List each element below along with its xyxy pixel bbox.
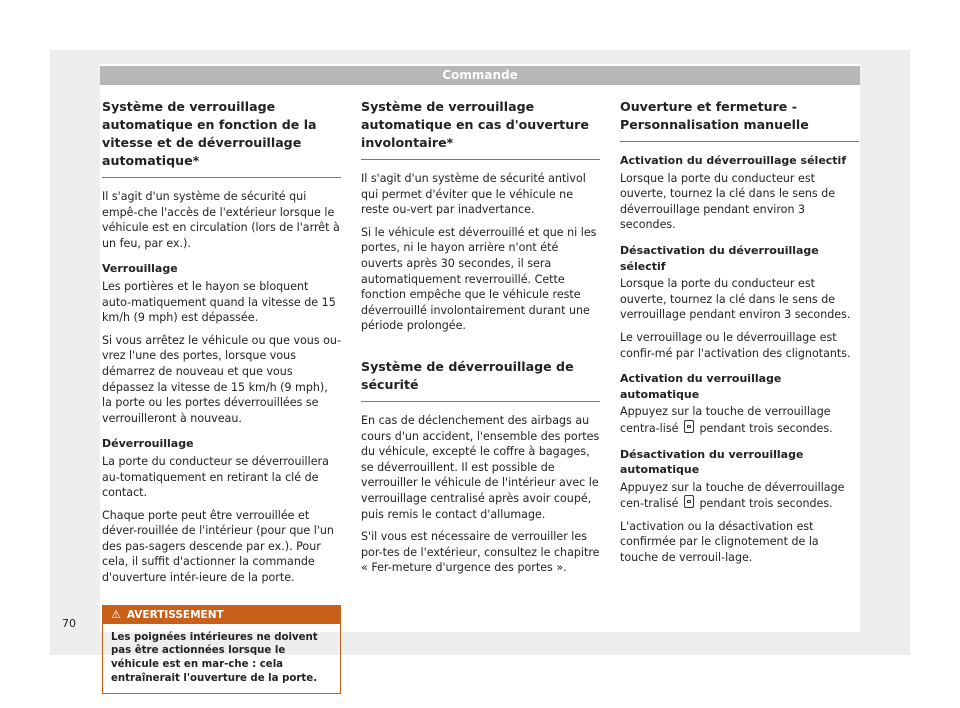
chapter-header: Commande [100, 66, 860, 85]
paragraph: La porte du conducteur se déverrouillera au-tomatiquement en retirant la clé de contact. [102, 454, 329, 500]
subheading-selective-unlock-off: Désactivation du déverrouillage sélectif [620, 243, 819, 273]
section-title-safety-unlock: Système de déverrouillage de sécurité [361, 358, 600, 402]
paragraph: L'activation ou la désactivation est confirmée par le clignotement de la touche de verrouil-lage. [620, 519, 819, 565]
subheading-selective-unlock-on: Activation du déverrouillage sélectif [620, 154, 847, 167]
warning-triangle-icon: ⚠ [111, 607, 121, 621]
section-title-auto-lock-speed: Système de verrouillage automatique en fonction de la vitesse et de déverrouillage automatique* [102, 98, 341, 178]
central-lock-key-icon [684, 420, 694, 433]
column-1 [102, 98, 341, 694]
column-3 [620, 98, 859, 573]
section-title-manual-personalisation: Ouverture et fermeture - Personnalisation manuelle [620, 98, 859, 142]
text-segment: Appuyez sur la touche de verrouillage centra-lisé [620, 405, 831, 435]
paragraph [620, 404, 859, 436]
subheading-unlock: Déverrouillage [102, 437, 194, 451]
paragraph: Lorsque la porte du conducteur est ouverte, tournez la clé dans le sens de déverrouillage pendant environ 3 secondes. [620, 171, 836, 232]
subheading-auto-lock-on: Activation du verrouillage automatique [620, 372, 782, 401]
paragraph [620, 480, 859, 512]
paragraph: En cas de déclenchement des airbags au cours d'un accident, l'ensemble des portes du véhicule, excepté le coffre à bagages, se déverrouillent. Il est possible de verrouiller le véhicule de l'intérieur avec le verrouillage centralisé après avoir coupé, puis remis le contact d'allumage. [361, 413, 600, 521]
paragraph: Lorsque la porte du conducteur est ouverte, tournez la clé dans le sens de verrouillage pendant environ 3 secondes. [620, 277, 851, 322]
paragraph: S'il vous est nécessaire de verrouiller les por-tes de l'extérieur, consultez le chapitre « Fer-meture d'urgence des portes ». [361, 530, 600, 575]
text-segment: Appuyez sur la touche de déverrouillage cen-tralisé [620, 480, 845, 511]
paragraph: Il s'agit d'un système de sécurité antivol qui permet d'éviter que le véhicule ne reste ou-vert par inadvertance. [361, 172, 586, 217]
text-segment: pendant trois secondes. [699, 497, 833, 511]
paragraph: Il s'agit d'un système de sécurité qui empê-che l'accès de l'extérieur lorsque le véhicule est en circulation (lors de l'arrêt à un feu, par ex.). [102, 190, 340, 250]
section-title-auto-relock: Système de verrouillage automatique en cas d'ouverture involontaire* [361, 98, 600, 160]
paragraph: Chaque porte peut être verrouillée et déver-rouillée de l'intérieur (pour que l'un des pas-sagers descende par ex.). Pour cela, il suffit d'actionner la commande d'ouverture intér-ieure de la porte. [102, 508, 334, 585]
warning-header [103, 606, 340, 624]
warning-title: AVERTISSEMENT [126, 608, 224, 621]
page-number: 70 [62, 617, 76, 630]
subheading-lock: Verrouillage [102, 262, 178, 276]
subheading-auto-lock-off: Désactivation du verrouillage automatique [620, 447, 804, 477]
paragraph: Le verrouillage ou le déverrouillage est confir-mé par l'activation des clignotants. [620, 330, 851, 360]
central-unlock-key-icon [684, 495, 694, 508]
warning-box [102, 605, 341, 694]
text-segment: pendant trois secondes. [699, 421, 833, 435]
column-2 [361, 98, 600, 583]
paragraph: Si le véhicule est déverrouillé et que ni les portes, ni le hayon arrière n'ont été ouverts après 30 secondes, il sera automatiquement reverrouillé. Cette fonction empêche que le véhicule reste déverrouillé involontairement durant une période prolongée. [361, 225, 597, 333]
paragraph: Les portières et le hayon se bloquent auto-matiquement quand la vitesse de 15 km/h (9 mph) est dépassée. [102, 279, 336, 325]
warning-text: Les poignées intérieures ne doivent pas être actionnées lorsque le véhicule est en mar-che : cela entraînerait l'ouverture de la porte. [111, 631, 318, 685]
paragraph: Si vous arrêtez le véhicule ou que vous ou-vrez l'une des portes, lorsque vous démarrez de nouveau et que vous dépassez la vitesse de 15 km/h (9 mph), la porte ou les portes déverrouillées se verrouilleront à nouveau. [102, 333, 341, 425]
